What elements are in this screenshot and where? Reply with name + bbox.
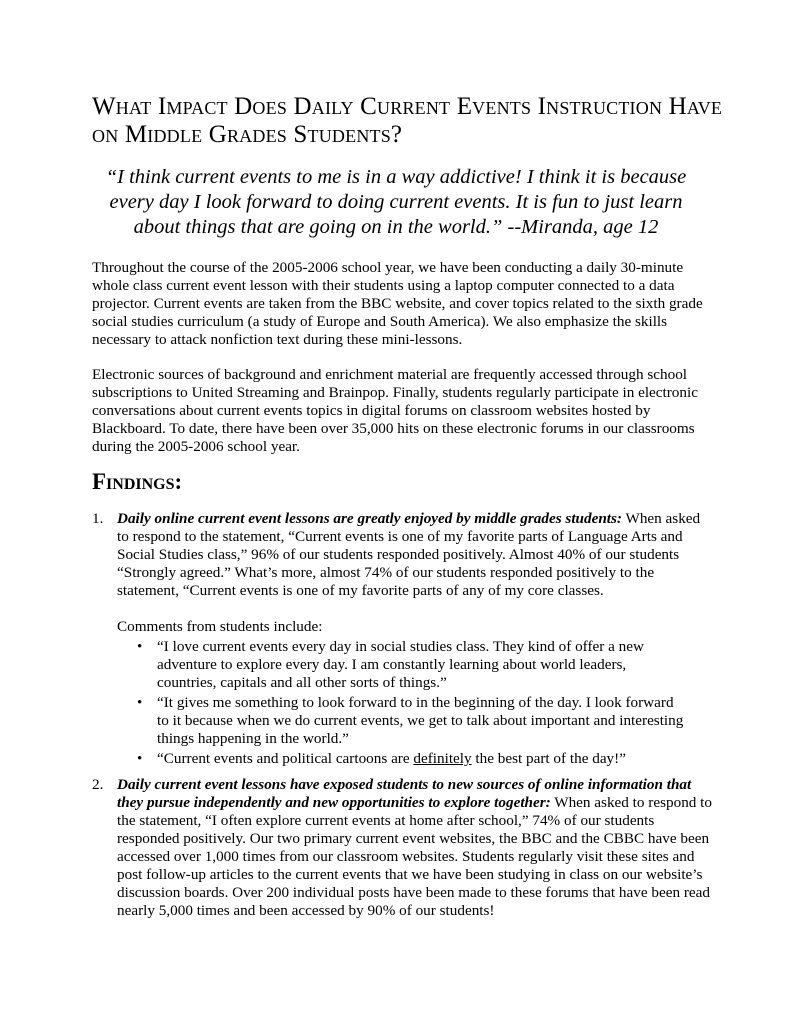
findings-heading: Findings: — [92, 469, 183, 494]
list-item — [137, 694, 687, 748]
comments-label: Comments from students include: — [117, 618, 323, 635]
finding-item — [92, 510, 712, 770]
comment-text: “I love current events every day in social studies class. They kind of offer a new adventure to explore every day. I am constantly learning about world leaders, countries, capitals and all other sorts of things.” — [157, 638, 644, 691]
finding-number: 1. — [92, 510, 104, 527]
comment-text: “It gives me something to look forward to in the beginning of the day. I look forward to it because when we do current events, we get to talk about important and interesting things happening in the world.” — [157, 694, 684, 747]
page-title: What Impact Does Daily Current Events Instruction Have on Middle Grades Students? — [92, 93, 723, 148]
finding-number: 2. — [92, 776, 104, 793]
bullet-icon: • — [137, 639, 143, 655]
finding-heading: Daily online current event lessons are greatly enjoyed by middle grades students: — [117, 510, 622, 527]
finding-item — [92, 776, 712, 920]
comments-list — [92, 638, 687, 768]
finding-body: When asked to respond to the statement, “I often explore current events at home after school,” 74% of our students responded positively. Our two primary current event websites, the BBC and the CBBC have been accessed over 1,000 times from our classroom websites. Students regularly visit these sites and post follow-up articles to the current events that we have been studying in class on our website’s discussion boards. Over 200 individual posts have been made to these forums that have been read nearly 5,000 times and been accessed by 90% of our students! — [117, 794, 712, 919]
finding-heading: Daily current event lessons have exposed students to new sources of online information that they pursue independently and new opportunities to explore together: — [117, 776, 692, 811]
list-item — [137, 638, 687, 692]
comment-text-after: the best part of the day!” — [471, 750, 626, 767]
finding-text — [117, 776, 712, 920]
finding-text — [117, 510, 712, 600]
student-quote: “I think current events to me is in a way addictive! I think it is because every day I look forward to doing current events. It is fun to just learn about things that are going on in the world.” --Miranda, age 12 — [105, 166, 687, 238]
bullet-icon: • — [137, 751, 143, 767]
intro-paragraph: Throughout the course of the 2005-2006 school year, we have been conducting a daily 30-minute whole class current event lesson with their students using a laptop computer connected to a data projector. Current events are taken from the BBC website, and cover topics related to the sixth grade social studies curriculum (a study of Europe and South America). We also emphasize the skills necessary to attack nonfiction text during these mini-lessons. — [92, 259, 703, 348]
finding-body: When asked to respond to the statement, “Current events is one of my favorite parts of Language Arts and Social Studies class,” 96% of our students responded positively. Almost 40% of our students “Strongly agreed.” What’s more, almost 74% of our students responded positively to the statement, “Current events is one of my favorite parts of any of my core classes. — [117, 510, 701, 599]
comment-text-underlined: definitely — [413, 750, 472, 767]
comment-text-before: “Current events and political cartoons are — [157, 750, 414, 767]
resources-paragraph: Electronic sources of background and enrichment material are frequently accessed through school subscriptions to United Streaming and Brainpop. Finally, students regularly participate in electronic conversations about current events topics in digital forums on classroom websites hosted by Blackboard. To date, there have been over 35,000 hits on these electronic forums in our classrooms during the 2005-2006 school year. — [92, 366, 698, 455]
list-item — [137, 750, 687, 768]
bullet-icon: • — [137, 695, 143, 711]
